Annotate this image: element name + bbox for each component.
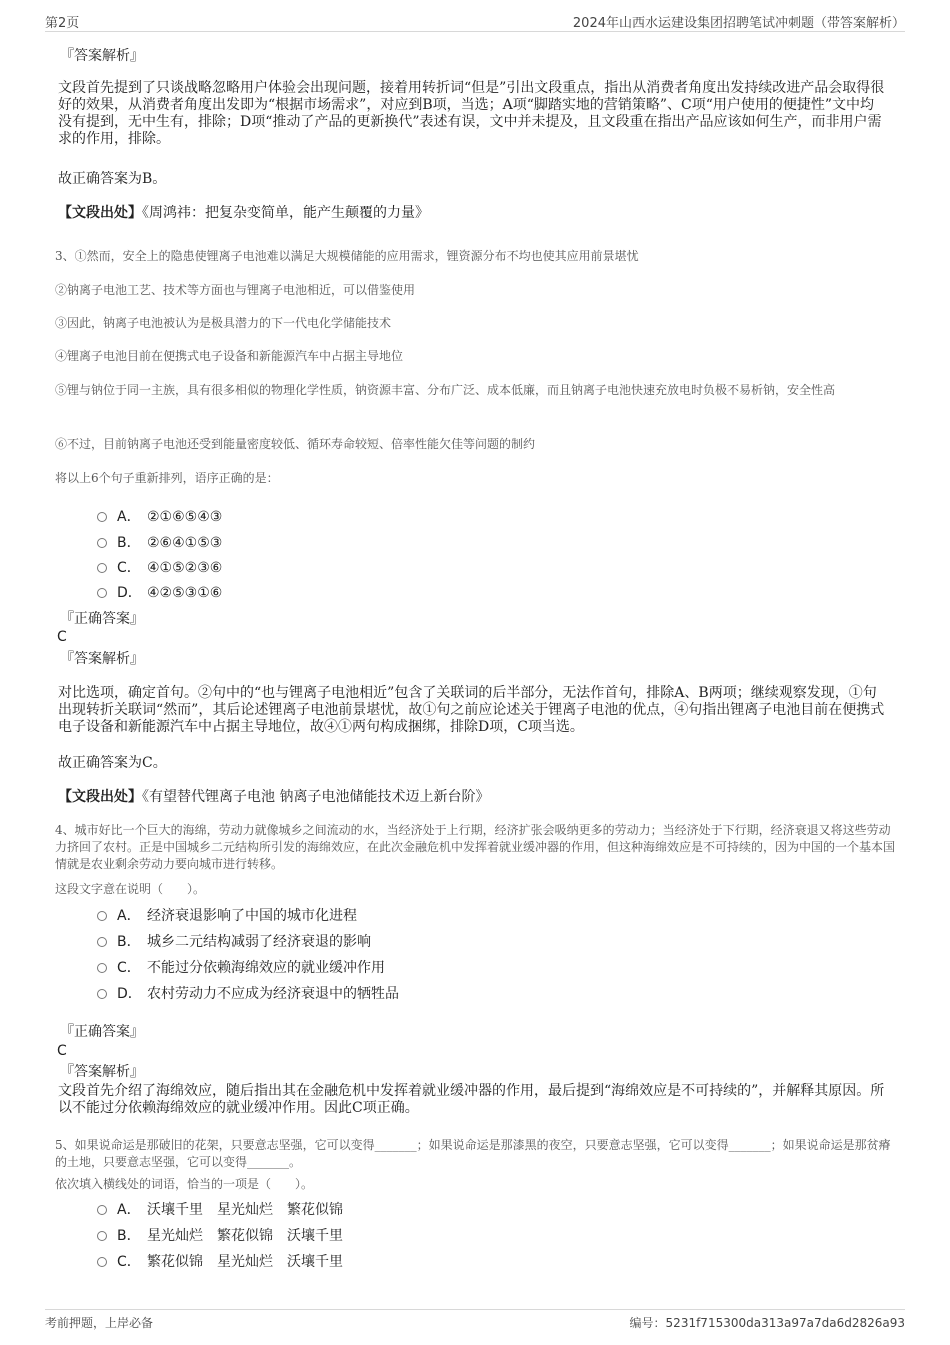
q3-source-label: 【文段出处】 — [58, 789, 142, 805]
footer-slogan: 考前押题，上岸必备 — [45, 1316, 154, 1330]
q2-analysis-label: 『答案解析』 — [60, 48, 144, 64]
q3-sentence-1: 3、①然而，安全上的隐患使锂离子电池难以满足大规模储能的应用需求，锂资源分布不均也使其应用前景堪忧 — [55, 249, 639, 263]
radio-icon[interactable] — [97, 512, 107, 522]
q5-option-b[interactable]: B． 星光灿烂 繁花似锦 沃壤千里 — [97, 1225, 343, 1245]
q2-source-label: 【文段出处】 — [58, 205, 142, 221]
q2-source-text: 《周鸿祎：把复杂变简单，能产生颠覆的力量》 — [142, 205, 429, 221]
q3-sentence-4: ④锂离子电池目前在便携式电子设备和新能源汽车中占据主导地位 — [55, 349, 404, 363]
q3-sentence-6: ⑥不过，目前钠离子电池还受到能量密度较低、循环寿命较短、倍率性能欠佳等问题的制约 — [55, 437, 536, 451]
q3-option-c[interactable]: C． ④①⑤②③⑥ — [97, 557, 222, 577]
page-number: 第2页 — [45, 16, 80, 31]
q3-answer: C — [57, 629, 67, 645]
q4-answer: C — [57, 1043, 67, 1059]
radio-icon[interactable] — [97, 1257, 107, 1267]
radio-icon[interactable] — [97, 588, 107, 598]
q4-answer-label: 『正确答案』 — [60, 1024, 144, 1040]
q3-conclusion: 故正确答案为C。 — [58, 755, 167, 771]
q3-sentence-3: ③因此，钠离子电池被认为是极具潜力的下一代电化学储能技术 — [55, 316, 392, 330]
q4-analysis-label: 『答案解析』 — [60, 1064, 144, 1080]
q5-stem: 5、如果说命运是那破旧的花架，只要意志坚强，它可以变得_______；如果说命运是那漆黑的夜空，只要意志坚强，它可以变得_______；如果说命运是那贫瘠的土地，只要意志坚强，它可以变得_______。 — [55, 1138, 891, 1169]
q3-sentence-5: ⑤锂与钠位于同一主族，具有很多相似的物理化学性质，钠资源丰富、分布广泛、成本低廉，而且钠离子电池快速充放电时负极不易析钠，安全性高 — [55, 383, 836, 397]
q3-prompt: 将以上6个句子重新排列，语序正确的是： — [55, 471, 279, 485]
q4-option-b[interactable]: B． 城乡二元结构减弱了经济衰退的影响 — [97, 931, 371, 951]
header-divider — [45, 31, 905, 32]
radio-icon[interactable] — [97, 1205, 107, 1215]
footer-code-value: 5231f715300da313a97a7da6d2826a93 — [665, 1316, 905, 1330]
q5-option-a[interactable]: A． 沃壤千里 星光灿烂 繁花似锦 — [97, 1199, 343, 1219]
doc-title: 2024年山西水运建设集团招聘笔试冲刺题（带答案解析） — [572, 16, 905, 31]
q4-option-d[interactable]: D． 农村劳动力不应成为经济衰退中的牺牲品 — [97, 983, 399, 1003]
q3-option-a[interactable]: A． ②①⑥⑤④③ — [97, 506, 222, 526]
radio-icon[interactable] — [97, 563, 107, 573]
q4-prompt: 这段文字意在说明（ ）。 — [55, 882, 206, 896]
q5-prompt: 依次填入横线处的词语，恰当的一项是（ ）。 — [55, 1177, 314, 1191]
q3-answer-label: 『正确答案』 — [60, 611, 144, 627]
footer-code-label: 编号： — [629, 1316, 666, 1330]
q4-option-a[interactable]: A． 经济衰退影响了中国的城市化进程 — [97, 905, 357, 925]
q4-stem: 4、城市好比一个巨大的海绵，劳动力就像城乡之间流动的水，当经济处于上行期，经济扩张会吸纳更多的劳动力；当经济处于下行期，经济衰退又将这些劳动力挤回了农村。正是中国城乡二元结构所引发的海绵效应，在此次金融危机中发挥着就业缓冲器的作用，但这种海绵效应是不可持续的，因为中国的一个基本国情就是农业剩余劳动力要向城市进行转移。 — [55, 823, 896, 871]
q4-analysis-text: 文段首先介绍了海绵效应，随后指出其在金融危机中发挥着就业缓冲器的作用，最后提到“海绵效应是不可持续的”，并解释其原因。所以不能过分依赖海绵效应的就业缓冲作用。因此C项正确。 — [58, 1083, 885, 1116]
q3-analysis-text: 对比选项，确定首句。②句中的“也与锂离子电池相近”包含了关联词的后半部分，无法作首句，排除A、B两项；继续观察发现，①句出现转折关联词“然而”，其后论述锂离子电池前景堪忧，故①句之前应论述关于锂离子电池的优点，④句指出锂离子电池目前在便携式电子设备和新能源汽车中占据主导地位，故④①两句构成捆绑，排除D项，C项当选。 — [58, 685, 885, 735]
q3-source-text: 《有望替代锂离子电池 钠离子电池储能技术迈上新台阶》 — [142, 789, 490, 805]
q2-analysis-text: 文段首先提到了只谈战略忽略用户体验会出现问题，接着用转折词“但是”引出文段重点，指出从消费者角度出发持续改进产品会取得很好的效果，从消费者角度出发即为“根据市场需求”，对应到B项，当选；A项“脚踏实地的营销策略”、C项“用户使用的便捷性”文中均没有提到，无中生有，排除；D项“推动了产品的更新换代”表述有误，文中并未提及，且文段重在指出产品应该如何生产，而非用户需求的作用，排除。 — [58, 80, 885, 147]
radio-icon[interactable] — [97, 937, 107, 947]
q3-source — [58, 789, 489, 806]
q3-option-d[interactable]: D． ④②⑤③①⑥ — [97, 582, 222, 602]
radio-icon[interactable] — [97, 911, 107, 921]
footer-code — [630, 1314, 905, 1331]
q2-source — [58, 205, 429, 222]
radio-icon[interactable] — [97, 989, 107, 999]
q4-option-c[interactable]: C． 不能过分依赖海绵效应的就业缓冲作用 — [97, 957, 385, 977]
radio-icon[interactable] — [97, 538, 107, 548]
footer-divider — [45, 1309, 905, 1310]
q3-option-b[interactable]: B． ②⑥④①⑤③ — [97, 532, 222, 552]
radio-icon[interactable] — [97, 1231, 107, 1241]
q3-analysis-label: 『答案解析』 — [60, 651, 144, 667]
radio-icon[interactable] — [97, 963, 107, 973]
q5-option-c[interactable]: C． 繁花似锦 星光灿烂 沃壤千里 — [97, 1251, 343, 1271]
q3-sentence-2: ②钠离子电池工艺、技术等方面也与锂离子电池相近，可以借鉴使用 — [55, 283, 416, 297]
q2-conclusion: 故正确答案为B。 — [58, 171, 167, 187]
